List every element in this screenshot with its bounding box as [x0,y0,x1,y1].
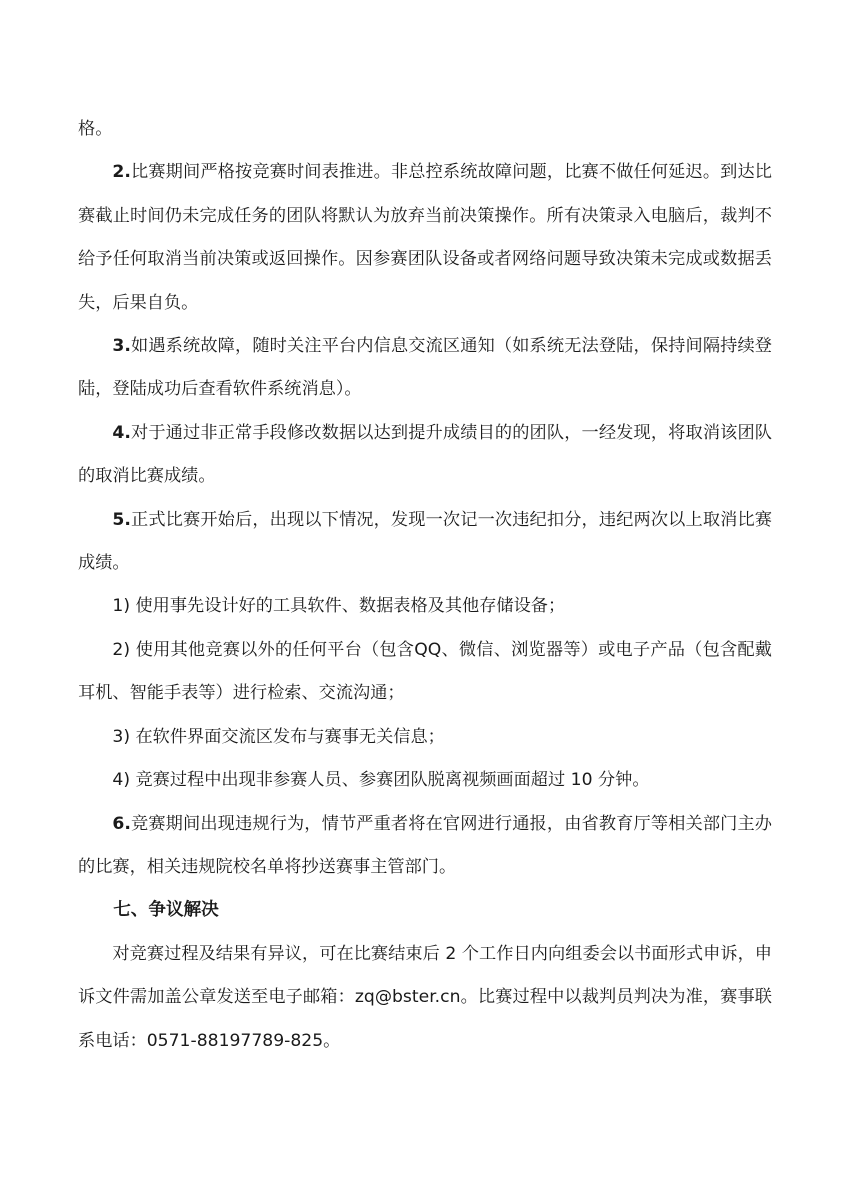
rule-item-4 [78,412,772,499]
violation-item-3: 3) 在软件界面交流区发布与赛事无关信息； [112,726,445,747]
document-body [78,108,772,1063]
section-heading: 七、争议解决 [113,900,219,921]
violation-item-2: 2) 使用其他竞赛以外的任何平台（包含QQ、微信、浏览器等）或电子产品（包含配戴耳机、智能手表等）进行检索、交流沟通； [78,639,772,704]
violation-item-4: 4) 竞赛过程中出现非参赛人员、参赛团队脱离视频画面超过 10 分钟。 [112,770,650,791]
rule-text: 竞赛期间出现违规行为，情节严重者将在官网进行通报，由省教育厅等相关部门主办的比赛，相关违规院校名单将抄送赛事主管部门。 [78,813,772,877]
rule-number: 3. [112,336,131,357]
rule-item-3 [78,325,772,412]
rule-number: 6. [112,813,131,834]
rule-item-2 [78,151,772,325]
rule-number: 2. [112,162,131,183]
violation-item-1: 1) 使用事先设计好的工具软件、数据表格及其他存储设备； [112,596,566,617]
rule-text: 比赛期间严格按竞赛时间表推进。非总控系统故障问题，比赛不做任何延迟。到达比赛截止时间仍未完成任务的团队将默认为放弃当前决策操作。所有决策录入电脑后，裁判不给予任何取消当前决策或返回操作。因参赛团队设备或者网络问题导致决策未完成或数据丢失，后果自负。 [78,162,772,313]
rule-item-5 [78,499,772,586]
dispute-paragraph: 对竞赛过程及结果有异议，可在比赛结束后 2 个工作日内向组委会以书面形式申诉，申诉文件需加盖公章发送至电子邮箱：zq@bster.cn。比赛过程中以裁判员判决为准，赛事联系电话：0571-88197789-825。 [78,943,772,1051]
rule-text: 如遇系统故障，随时关注平台内信息交流区通知（如系统无法登陆，保持间隔持续登陆，登陆成功后查看软件系统消息）。 [78,336,772,400]
continuation-text: 格。 [78,119,113,139]
rule-item-6 [78,803,772,890]
rule-text: 正式比赛开始后，出现以下情况，发现一次记一次违纪扣分，违纪两次以上取消比赛成绩。 [78,509,772,574]
rule-text: 对于通过非正常手段修改数据以达到提升成绩目的的团队，一经发现，将取消该团队的取消比赛成绩。 [78,422,772,487]
rule-number: 4. [112,422,131,443]
rule-number: 5. [112,509,131,530]
